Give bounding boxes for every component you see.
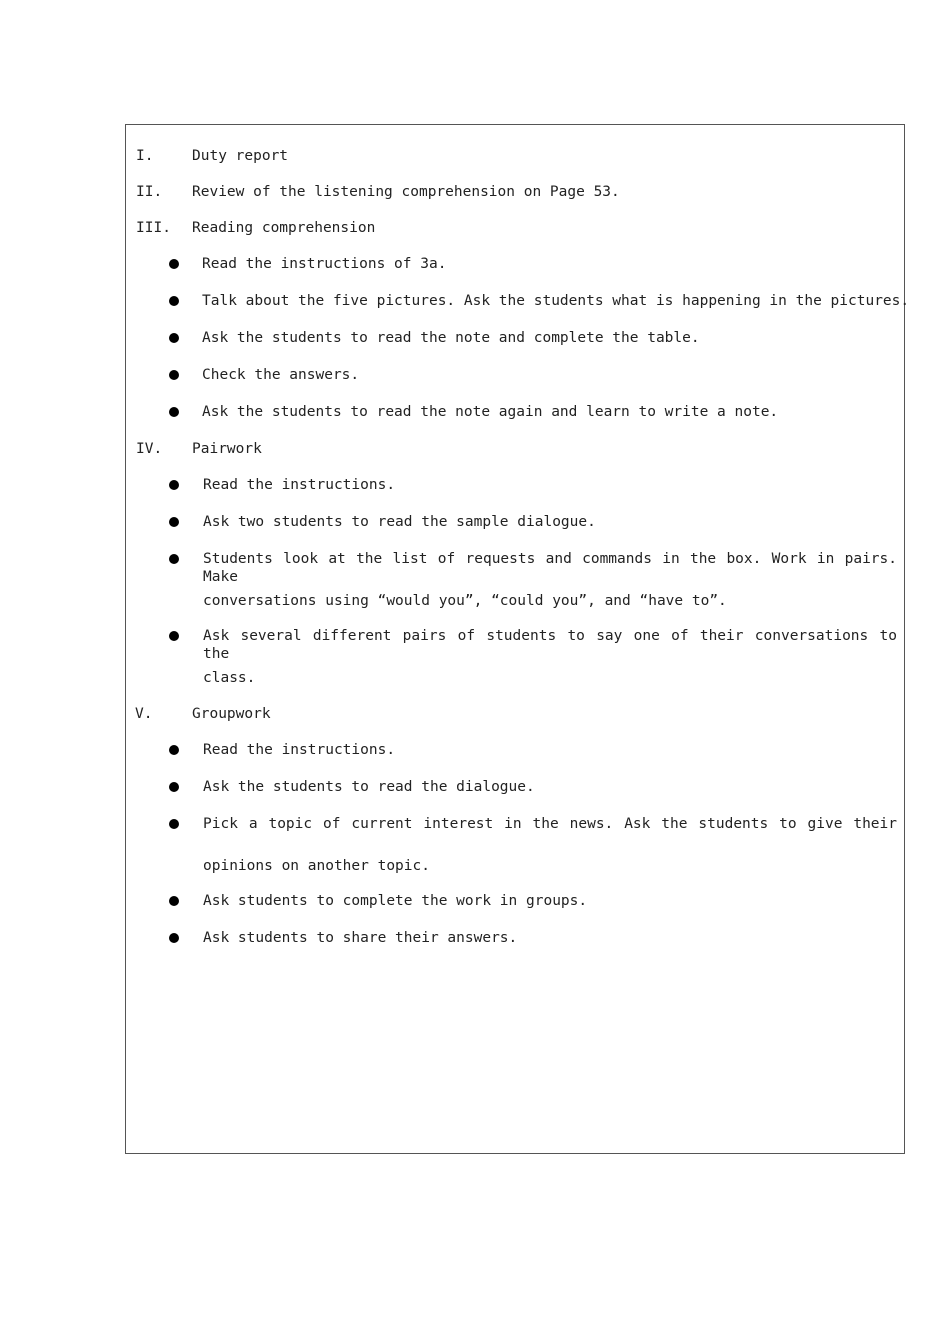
list-item-text: Ask students to share their answers. (203, 930, 518, 946)
bullet-icon (169, 259, 179, 269)
list-item-text: Ask two students to read the sample dialogue. (203, 514, 596, 530)
list-item-text: Read the instructions of 3a. (202, 256, 447, 272)
bullet-icon (169, 745, 179, 755)
list-item-text: Ask the students to read the note again and learn to write a note. (202, 404, 779, 420)
section-title: Duty report (192, 148, 289, 164)
list-item-text: Ask the students to read the dialogue. (203, 779, 535, 795)
section-numeral: II. (136, 184, 163, 200)
bullet-icon (169, 782, 179, 792)
bullet-icon (169, 819, 179, 829)
bullet-icon (169, 480, 179, 490)
section-numeral: III. (136, 220, 171, 236)
section-numeral: V. (135, 706, 153, 722)
bullet-icon (169, 896, 179, 906)
list-item-text-line2: conversations using “would you”, “could you”, and “have to”. (203, 593, 727, 609)
bullet-icon (169, 517, 179, 527)
section-title: Reading comprehension (192, 220, 376, 236)
list-item-text: Read the instructions. (203, 742, 396, 758)
bullet-icon (169, 370, 179, 380)
section-title: Review of the listening comprehension on Page 53. (192, 184, 620, 200)
section-title: Groupwork (192, 706, 271, 722)
bullet-icon (169, 631, 179, 641)
list-item-text-line2: class. (203, 670, 256, 686)
list-item-text-line1: Pick a topic of current interest in the news. Ask the students to give their (203, 816, 897, 832)
lesson-plan-box (125, 124, 910, 1154)
bullet-icon (169, 554, 179, 564)
bullet-icon (169, 333, 179, 343)
bullet-icon (169, 296, 179, 306)
section-numeral: I. (136, 148, 154, 164)
section-title: Pairwork (192, 441, 262, 457)
bullet-icon (169, 407, 179, 417)
list-item-text-line1: Ask several different pairs of students to say one of their conversations to the (203, 628, 897, 662)
bullet-icon (169, 933, 179, 943)
list-item-text: Read the instructions. (203, 477, 396, 493)
list-item-text: Talk about the five pictures. Ask the students what is happening in the pictures. (202, 293, 910, 309)
list-item-text-line2: opinions on another topic. (203, 858, 430, 874)
section-numeral: IV. (136, 441, 163, 457)
list-item-text: Check the answers. (202, 367, 360, 383)
list-item-text: Ask students to complete the work in groups. (203, 893, 588, 909)
list-item-text-line1: Students look at the list of requests and commands in the box. Work in pairs. Make (203, 551, 897, 585)
list-item-text: Ask the students to read the note and complete the table. (202, 330, 700, 346)
